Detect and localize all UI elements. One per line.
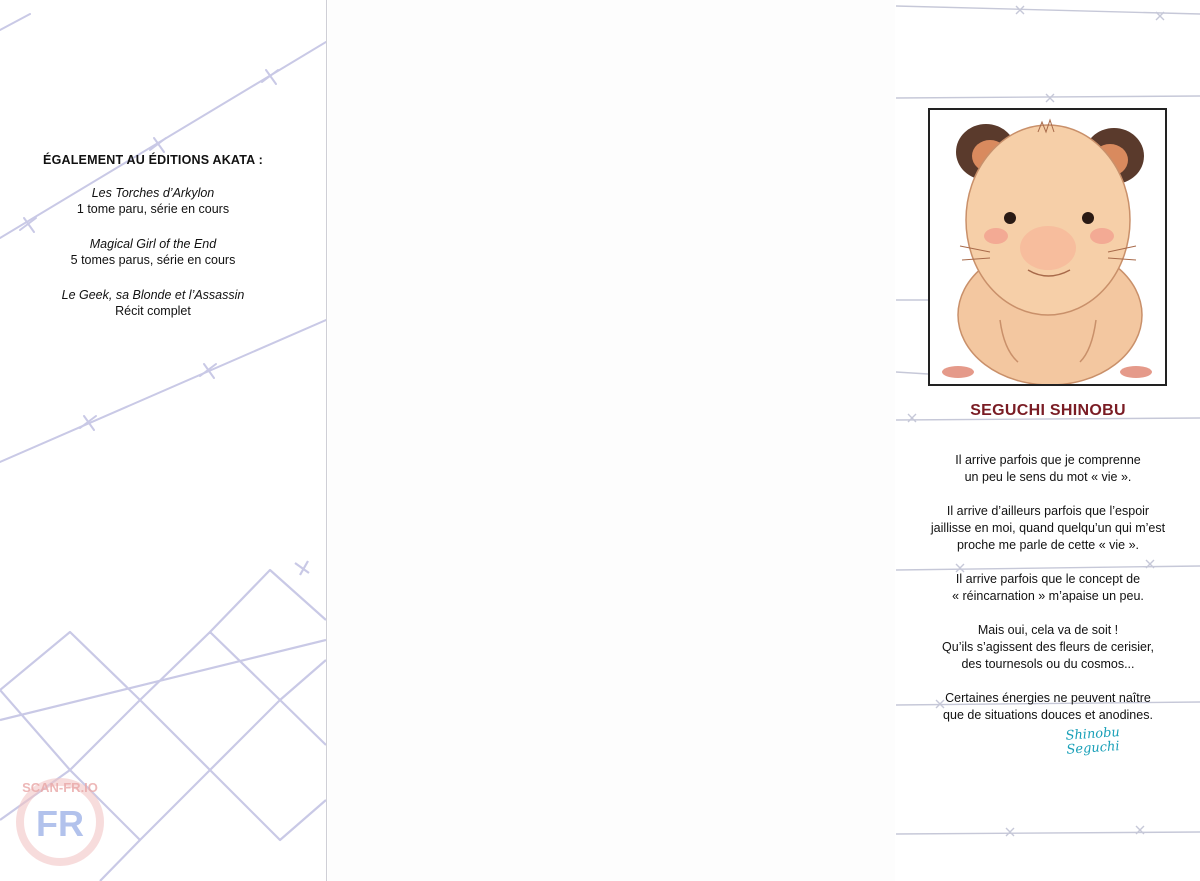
bio-line: des tournesols ou du cosmos... [961,657,1135,671]
bio-line: Mais oui, cela va de soit ! [977,623,1119,637]
right-flap [896,0,1200,881]
bio-line: que de situations douces et anodines. [943,708,1153,722]
book-title: Magical Girl of the End [89,237,217,251]
author-portrait [928,108,1167,386]
author-signature [1065,724,1147,758]
bio-paragraph [896,452,1200,486]
bio-paragraph [896,622,1200,673]
bio-line: Il arrive parfois que je comprenne [955,453,1141,467]
book-status: 1 tome paru, série en cours [76,202,230,216]
hamster-portrait [930,110,1165,384]
book-status: 5 tomes parus, série en cours [70,253,236,267]
bio-paragraph [896,690,1200,724]
watermark-ring-text: SCAN-FR.IO [22,780,98,795]
left-flap [0,0,327,881]
author-name: SEGUCHI SHINOBU [970,402,1126,419]
scan-watermark-stamp [2,770,118,870]
author-bio [896,452,1200,741]
also-available-list [0,152,306,338]
watermark-letters: FR [36,803,84,844]
book-status: Récit complet [115,304,191,318]
bio-line: Qu’ils s’agissent des fleurs de cerisier, [942,640,1154,654]
list-item [0,287,306,319]
list-item [0,236,306,268]
bio-line: Certaines énergies ne peuvent naître [945,691,1151,705]
signature-line: Shinobu [1065,725,1121,744]
chain-link-fence-decoration [0,0,326,881]
list-item [0,185,306,217]
bio-line: Il arrive d’ailleurs parfois que l’espoir [946,504,1150,518]
bio-line: Il arrive parfois que le concept de [955,572,1141,586]
book-title: Les Torches d’Arkylon [91,186,215,200]
also-available-heading: ÉGALEMENT AU ÉDITIONS AKATA : [43,153,263,167]
bio-line: jaillisse en moi, quand quelqu’un qui m’est [930,521,1166,535]
bio-line: « réincarnation » m’apaise un peu. [952,589,1144,603]
signature-line: Seguchi [1066,739,1121,758]
book-title: Le Geek, sa Blonde et l’Assassin [61,288,245,302]
bio-line: proche me parle de cette « vie ». [956,538,1140,552]
middle-panel [328,0,895,881]
bio-line: un peu le sens du mot « vie ». [964,470,1132,484]
bio-paragraph [896,571,1200,605]
bio-paragraph [896,503,1200,554]
